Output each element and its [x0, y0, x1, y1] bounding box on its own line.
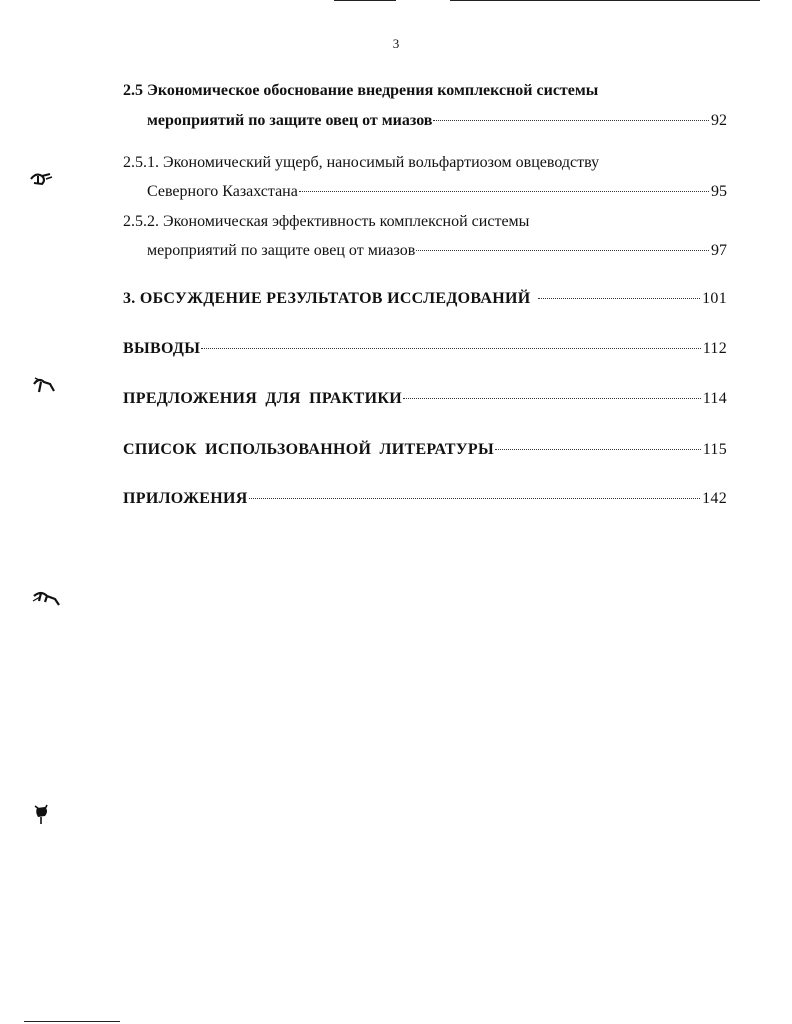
toc-entry-proposals-title: ПРЕДЛОЖЕНИЯ ДЛЯ ПРАКТИКИ — [123, 390, 402, 407]
toc-entry-2-5 — [147, 111, 727, 131]
dot-leader — [433, 120, 709, 121]
dot-leader — [495, 449, 701, 450]
binding-hole-mark-3 — [31, 585, 61, 607]
toc-entry-appendices-page: 142 — [702, 490, 727, 507]
toc-entry-2-5-page: 92 — [711, 112, 727, 129]
toc-entry-proposals-page: 114 — [702, 390, 727, 407]
toc-entry-2-5-2-title: 2.5.2. Экономическая эффективность комплексной системы — [123, 213, 530, 230]
toc-entry-2-5-2 — [147, 241, 727, 261]
dot-leader — [249, 498, 701, 499]
dot-leader — [299, 191, 709, 192]
toc-entry-2-5-2-title-cont: мероприятий по защите овец от миазов — [147, 242, 416, 259]
binding-hole-mark-1 — [28, 170, 54, 188]
scan-bottom-rule — [24, 1021, 120, 1022]
toc-entry-references-title: СПИСОК ИСПОЛЬЗОВАННОЙ ЛИТЕРАТУРЫ — [123, 441, 495, 458]
toc-entry-2-5-1-title-cont: Северного Казахстана — [147, 183, 298, 200]
toc-entry-2-5-title: 2.5 Экономическое обоснование внедрения комплексной системы — [123, 82, 599, 99]
toc-entry-3-page: 101 — [702, 290, 727, 307]
toc-entry-conclusions-title: ВЫВОДЫ — [123, 340, 201, 357]
page-number: 3 — [392, 36, 400, 51]
toc-entry-3 — [123, 289, 727, 309]
toc-entry-proposals — [123, 389, 727, 409]
toc-entry-appendices-title: ПРИЛОЖЕНИЯ — [123, 490, 248, 507]
toc-entry-2-5-1 — [147, 182, 727, 202]
binding-hole-mark-2 — [30, 374, 56, 394]
dot-leader — [538, 298, 700, 299]
toc-entry-references — [123, 440, 727, 460]
toc-entry-2-5-2-page: 97 — [711, 242, 727, 259]
toc-entry-appendices — [123, 489, 727, 509]
toc-entry-2-5-title-cont: мероприятий по защите овец от миазов — [147, 112, 433, 129]
toc-entry-conclusions-page: 112 — [702, 340, 727, 357]
toc-entry-2-5-1-title: 2.5.1. Экономический ущерб, наносимый вольфартиозом овцеводству — [123, 154, 600, 171]
toc-entry-conclusions — [123, 339, 727, 359]
toc-entry-2-5-1-page: 95 — [711, 183, 727, 200]
toc-entry-3-title: 3. ОБСУЖДЕНИЕ РЕЗУЛЬТАТОВ ИССЛЕДОВАНИЙ — [123, 290, 531, 307]
dot-leader — [416, 250, 709, 251]
dot-leader — [403, 398, 701, 399]
binding-hole-mark-4 — [33, 803, 53, 825]
toc-entry-references-page: 115 — [702, 441, 727, 458]
dot-leader — [201, 348, 700, 349]
